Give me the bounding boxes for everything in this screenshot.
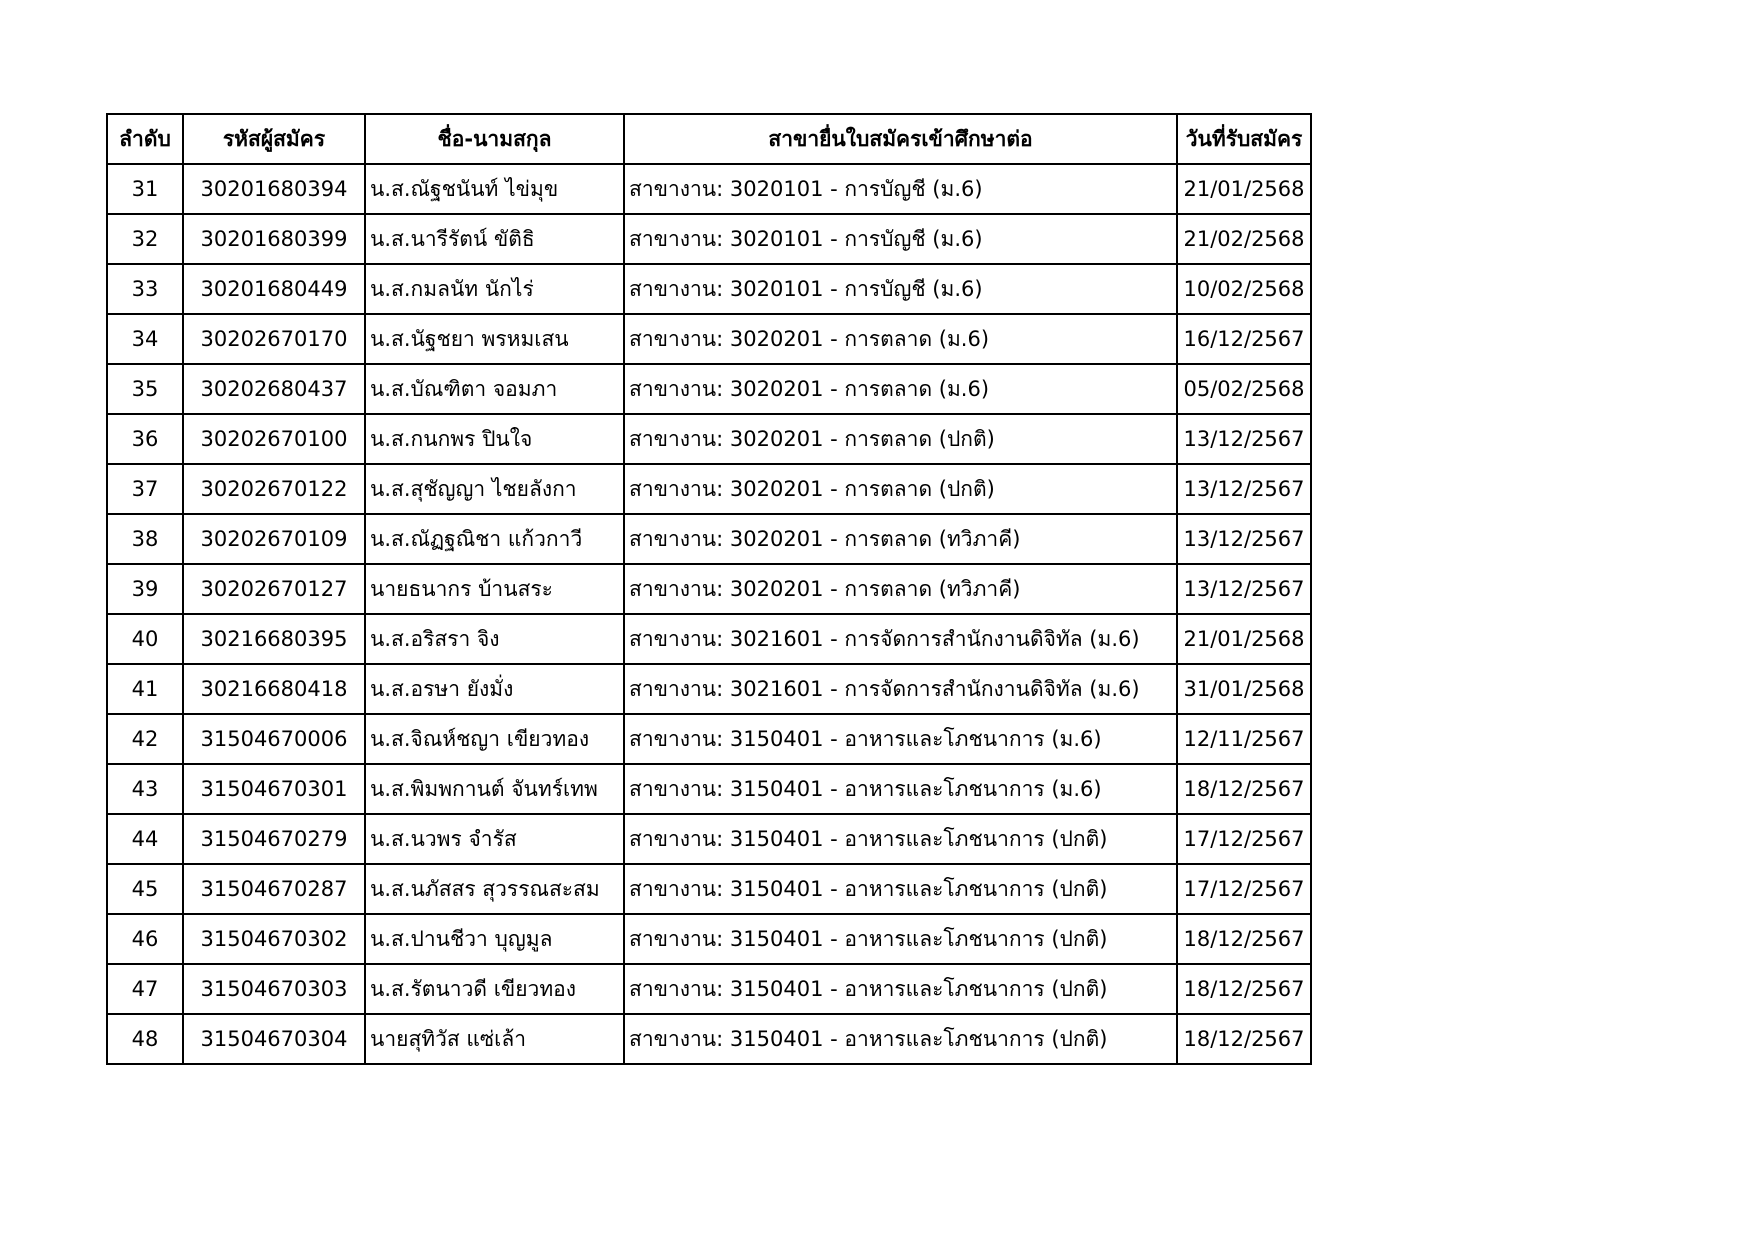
table-row (107, 364, 1311, 414)
cell-seq: 40 (107, 614, 183, 664)
cell-applicant-id: 31504670301 (183, 764, 365, 814)
cell-date: 21/02/2568 (1177, 214, 1311, 264)
cell-program: สาขางาน: 3020201 - การตลาด (ปกติ) (624, 464, 1177, 514)
table-row (107, 214, 1311, 264)
cell-program: สาขางาน: 3150401 - อาหารและโภชนาการ (ปกติ) (624, 864, 1177, 914)
cell-applicant-id: 31504670304 (183, 1014, 365, 1064)
cell-date: 18/12/2567 (1177, 764, 1311, 814)
cell-name: น.ส.กมลนัท นักไร่ (365, 264, 624, 314)
table-row (107, 914, 1311, 964)
cell-program: สาขางาน: 3020201 - การตลาด (ม.6) (624, 314, 1177, 364)
cell-program: สาขางาน: 3020101 - การบัญชี (ม.6) (624, 264, 1177, 314)
cell-name: น.ส.จิณห์ชญา เขียวทอง (365, 714, 624, 764)
cell-program: สาขางาน: 3150401 - อาหารและโภชนาการ (ปกติ) (624, 964, 1177, 1014)
cell-program: สาขางาน: 3020101 - การบัญชี (ม.6) (624, 214, 1177, 264)
cell-applicant-id: 31504670302 (183, 914, 365, 964)
cell-applicant-id: 31504670006 (183, 714, 365, 764)
cell-applicant-id: 30201680449 (183, 264, 365, 314)
cell-program: สาขางาน: 3020201 - การตลาด (ปกติ) (624, 414, 1177, 464)
cell-seq: 39 (107, 564, 183, 614)
table-row (107, 464, 1311, 514)
header-applicant-id: รหัสผู้สมัคร (183, 114, 365, 164)
table-row (107, 664, 1311, 714)
cell-name: น.ส.นัฐชยา พรหมเสน (365, 314, 624, 364)
cell-name: น.ส.สุชัญญา ไชยลังกา (365, 464, 624, 514)
cell-name: นายธนากร บ้านสระ (365, 564, 624, 614)
cell-name: น.ส.ณัฏฐณิชา แก้วกาวี (365, 514, 624, 564)
cell-date: 18/12/2567 (1177, 964, 1311, 1014)
cell-program: สาขางาน: 3150401 - อาหารและโภชนาการ (ปกติ) (624, 914, 1177, 964)
cell-seq: 35 (107, 364, 183, 414)
table-row (107, 264, 1311, 314)
cell-program: สาขางาน: 3021601 - การจัดการสำนักงานดิจิทัล (ม.6) (624, 614, 1177, 664)
cell-seq: 38 (107, 514, 183, 564)
cell-seq: 41 (107, 664, 183, 714)
table-row (107, 164, 1311, 214)
cell-seq: 42 (107, 714, 183, 764)
cell-seq: 48 (107, 1014, 183, 1064)
table-row (107, 964, 1311, 1014)
cell-applicant-id: 31504670287 (183, 864, 365, 914)
table-row (107, 864, 1311, 914)
cell-seq: 34 (107, 314, 183, 364)
table-row (107, 814, 1311, 864)
cell-seq: 37 (107, 464, 183, 514)
cell-program: สาขางาน: 3020101 - การบัญชี (ม.6) (624, 164, 1177, 214)
cell-name: น.ส.ปานชีวา บุญมูล (365, 914, 624, 964)
cell-applicant-id: 30202670122 (183, 464, 365, 514)
table-header (107, 114, 1311, 164)
cell-date: 13/12/2567 (1177, 514, 1311, 564)
cell-program: สาขางาน: 3150401 - อาหารและโภชนาการ (ม.6) (624, 714, 1177, 764)
cell-program: สาขางาน: 3150401 - อาหารและโภชนาการ (ปกติ) (624, 814, 1177, 864)
cell-applicant-id: 30216680418 (183, 664, 365, 714)
cell-name: น.ส.นภัสสร สุวรรณสะสม (365, 864, 624, 914)
cell-program: สาขางาน: 3020201 - การตลาด (ทวิภาคี) (624, 564, 1177, 614)
table-body (107, 164, 1311, 1064)
cell-date: 16/12/2567 (1177, 314, 1311, 364)
header-program: สาขายื่นใบสมัครเข้าศึกษาต่อ (624, 114, 1177, 164)
cell-seq: 44 (107, 814, 183, 864)
cell-date: 21/01/2568 (1177, 614, 1311, 664)
cell-applicant-id: 30202670170 (183, 314, 365, 364)
cell-seq: 33 (107, 264, 183, 314)
table-row (107, 1014, 1311, 1064)
cell-seq: 31 (107, 164, 183, 214)
cell-name: น.ส.กนกพร ปินใจ (365, 414, 624, 464)
cell-date: 13/12/2567 (1177, 564, 1311, 614)
cell-date: 31/01/2568 (1177, 664, 1311, 714)
cell-applicant-id: 30202680437 (183, 364, 365, 414)
cell-program: สาขางาน: 3150401 - อาหารและโภชนาการ (ม.6) (624, 764, 1177, 814)
cell-program: สาขางาน: 3020201 - การตลาด (ม.6) (624, 364, 1177, 414)
cell-date: 12/11/2567 (1177, 714, 1311, 764)
cell-applicant-id: 30202670109 (183, 514, 365, 564)
cell-program: สาขางาน: 3021601 - การจัดการสำนักงานดิจิทัล (ม.6) (624, 664, 1177, 714)
cell-date: 13/12/2567 (1177, 464, 1311, 514)
cell-date: 05/02/2568 (1177, 364, 1311, 414)
cell-seq: 45 (107, 864, 183, 914)
cell-name: น.ส.พิมพกานต์ จันทร์เทพ (365, 764, 624, 814)
header-date: วันที่รับสมัคร (1177, 114, 1311, 164)
cell-name: น.ส.อรษา ยังมั่ง (365, 664, 624, 714)
cell-date: 18/12/2567 (1177, 914, 1311, 964)
cell-date: 18/12/2567 (1177, 1014, 1311, 1064)
table-row (107, 514, 1311, 564)
cell-name: นายสุทิวัส แซ่เล้า (365, 1014, 624, 1064)
cell-name: น.ส.อริสรา จิง (365, 614, 624, 664)
cell-applicant-id: 30216680395 (183, 614, 365, 664)
cell-date: 10/02/2568 (1177, 264, 1311, 314)
cell-program: สาขางาน: 3020201 - การตลาด (ทวิภาคี) (624, 514, 1177, 564)
cell-applicant-id: 30202670127 (183, 564, 365, 614)
cell-name: น.ส.ณัฐชนันท์ ไข่มุข (365, 164, 624, 214)
cell-applicant-id: 30201680399 (183, 214, 365, 264)
cell-name: น.ส.บัณฑิตา จอมภา (365, 364, 624, 414)
cell-applicant-id: 30202670100 (183, 414, 365, 464)
cell-applicant-id: 31504670303 (183, 964, 365, 1014)
cell-date: 17/12/2567 (1177, 864, 1311, 914)
cell-seq: 46 (107, 914, 183, 964)
cell-name: น.ส.รัตนาวดี เขียวทอง (365, 964, 624, 1014)
cell-seq: 47 (107, 964, 183, 1014)
cell-name: น.ส.นวพร จำรัส (365, 814, 624, 864)
table-row (107, 564, 1311, 614)
table-row (107, 764, 1311, 814)
table-row (107, 714, 1311, 764)
header-name: ชื่อ-นามสกุล (365, 114, 624, 164)
cell-applicant-id: 30201680394 (183, 164, 365, 214)
header-seq: ลำดับ (107, 114, 183, 164)
applicants-table (106, 113, 1312, 1065)
cell-date: 17/12/2567 (1177, 814, 1311, 864)
cell-name: น.ส.นารีรัตน์ ขัติธิ (365, 214, 624, 264)
cell-date: 21/01/2568 (1177, 164, 1311, 214)
table-row (107, 314, 1311, 364)
cell-applicant-id: 31504670279 (183, 814, 365, 864)
table-row (107, 614, 1311, 664)
header-row (107, 114, 1311, 164)
cell-program: สาขางาน: 3150401 - อาหารและโภชนาการ (ปกติ) (624, 1014, 1177, 1064)
cell-seq: 36 (107, 414, 183, 464)
cell-date: 13/12/2567 (1177, 414, 1311, 464)
cell-seq: 32 (107, 214, 183, 264)
table-row (107, 414, 1311, 464)
cell-seq: 43 (107, 764, 183, 814)
